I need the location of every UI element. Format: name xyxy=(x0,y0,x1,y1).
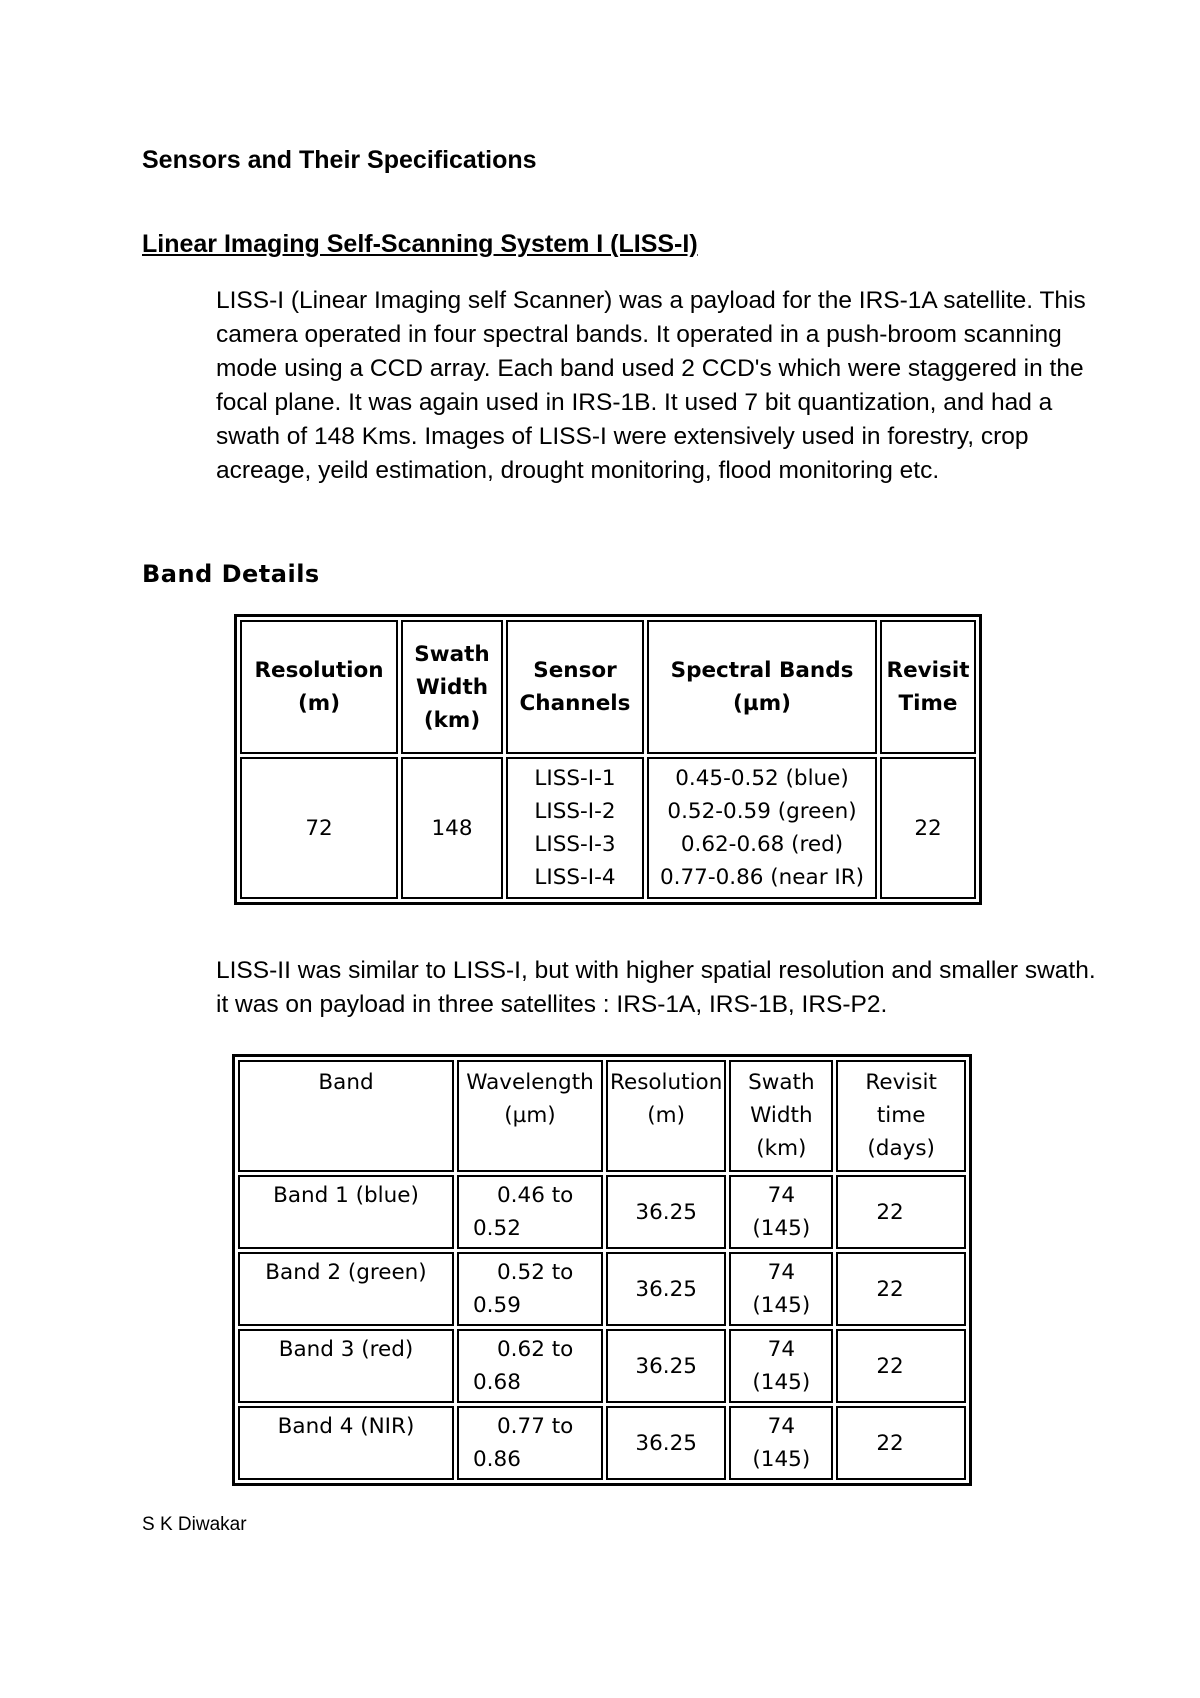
cell-wavelength: 0.62 to 0.68 xyxy=(457,1329,603,1403)
table-header-row xyxy=(240,620,976,754)
cell-channels: LISS-I-1 LISS-I-2 LISS-I-3 LISS-I-4 xyxy=(506,757,644,899)
cell-spectral-bands: 0.45-0.52 (blue) 0.52-0.59 (green) 0.62-0.68 (red) 0.77-0.86 (near IR) xyxy=(647,757,877,899)
table-row xyxy=(240,757,976,899)
cell-swath: 74 (145) xyxy=(729,1329,833,1403)
header-spectral-bands: Spectral Bands (µm) xyxy=(647,620,877,754)
header-revisit-time: Revisit Time xyxy=(880,620,976,754)
table-row xyxy=(238,1329,966,1403)
footer-author: S K Diwakar xyxy=(142,1514,247,1535)
page-title: Sensors and Their Specifications xyxy=(142,146,537,174)
cell-revisit: 22 xyxy=(836,1329,966,1403)
cell-resolution: 36.25 xyxy=(606,1329,726,1403)
cell-revisit: 22 xyxy=(880,757,976,899)
liss-i-band-table xyxy=(234,614,982,905)
cell-band: Band 3 (red) xyxy=(238,1329,454,1403)
table-row xyxy=(238,1175,966,1249)
header-band: Band xyxy=(238,1060,454,1172)
cell-band: Band 1 (blue) xyxy=(238,1175,454,1249)
cell-swath: 74 (145) xyxy=(729,1175,833,1249)
band-details-heading: Band Details xyxy=(142,560,320,588)
cell-revisit: 22 xyxy=(836,1252,966,1326)
cell-resolution: 36.25 xyxy=(606,1175,726,1249)
header-swath-width: Swath Width (km) xyxy=(401,620,503,754)
cell-wavelength: 0.52 to 0.59 xyxy=(457,1252,603,1326)
cell-wavelength: 0.46 to 0.52 xyxy=(457,1175,603,1249)
cell-band: Band 4 (NIR) xyxy=(238,1406,454,1480)
cell-resolution: 36.25 xyxy=(606,1252,726,1326)
cell-swath: 74 (145) xyxy=(729,1252,833,1326)
header-sensor-channels: Sensor Channels xyxy=(506,620,644,754)
table-header-row xyxy=(238,1060,966,1172)
liss-i-description: LISS-I (Linear Imaging self Scanner) was a payload for the IRS-1A satellite. This camera operated in four spectral bands. It operated in a push-broom scanning mode using a CCD array. Each band used 2 CCD's which were staggered in the focal plane. It was again used in IRS-1B. It used 7 bit quantization, and had a swath of 148 Kms. Images of LISS-I were extensively used in forestry, crop acreage, yeild estimation, drought monitoring, flood monitoring etc. xyxy=(216,287,1086,484)
section-title: Linear Imaging Self-Scanning System I (LISS-I) xyxy=(142,230,698,258)
table-row xyxy=(238,1252,966,1326)
liss-ii-band-table xyxy=(232,1054,972,1486)
header-swath-width: Swath Width (km) xyxy=(729,1060,833,1172)
header-resolution: Resolution (m) xyxy=(606,1060,726,1172)
cell-revisit: 22 xyxy=(836,1406,966,1480)
cell-revisit: 22 xyxy=(836,1175,966,1249)
liss-ii-description: LISS-II was similar to LISS-I, but with higher spatial resolution and smaller swath. it was on payload in three satellites : IRS-1A, IRS-1B, IRS-P2. xyxy=(216,957,1096,1018)
header-revisit-time: Revisit time (days) xyxy=(836,1060,966,1172)
header-wavelength: Wavelength (µm) xyxy=(457,1060,603,1172)
cell-swath: 148 xyxy=(401,757,503,899)
cell-band: Band 2 (green) xyxy=(238,1252,454,1326)
cell-wavelength: 0.77 to 0.86 xyxy=(457,1406,603,1480)
cell-swath: 74 (145) xyxy=(729,1406,833,1480)
cell-resolution: 36.25 xyxy=(606,1406,726,1480)
cell-resolution: 72 xyxy=(240,757,398,899)
header-resolution: Resolution (m) xyxy=(240,620,398,754)
table-row xyxy=(238,1406,966,1480)
